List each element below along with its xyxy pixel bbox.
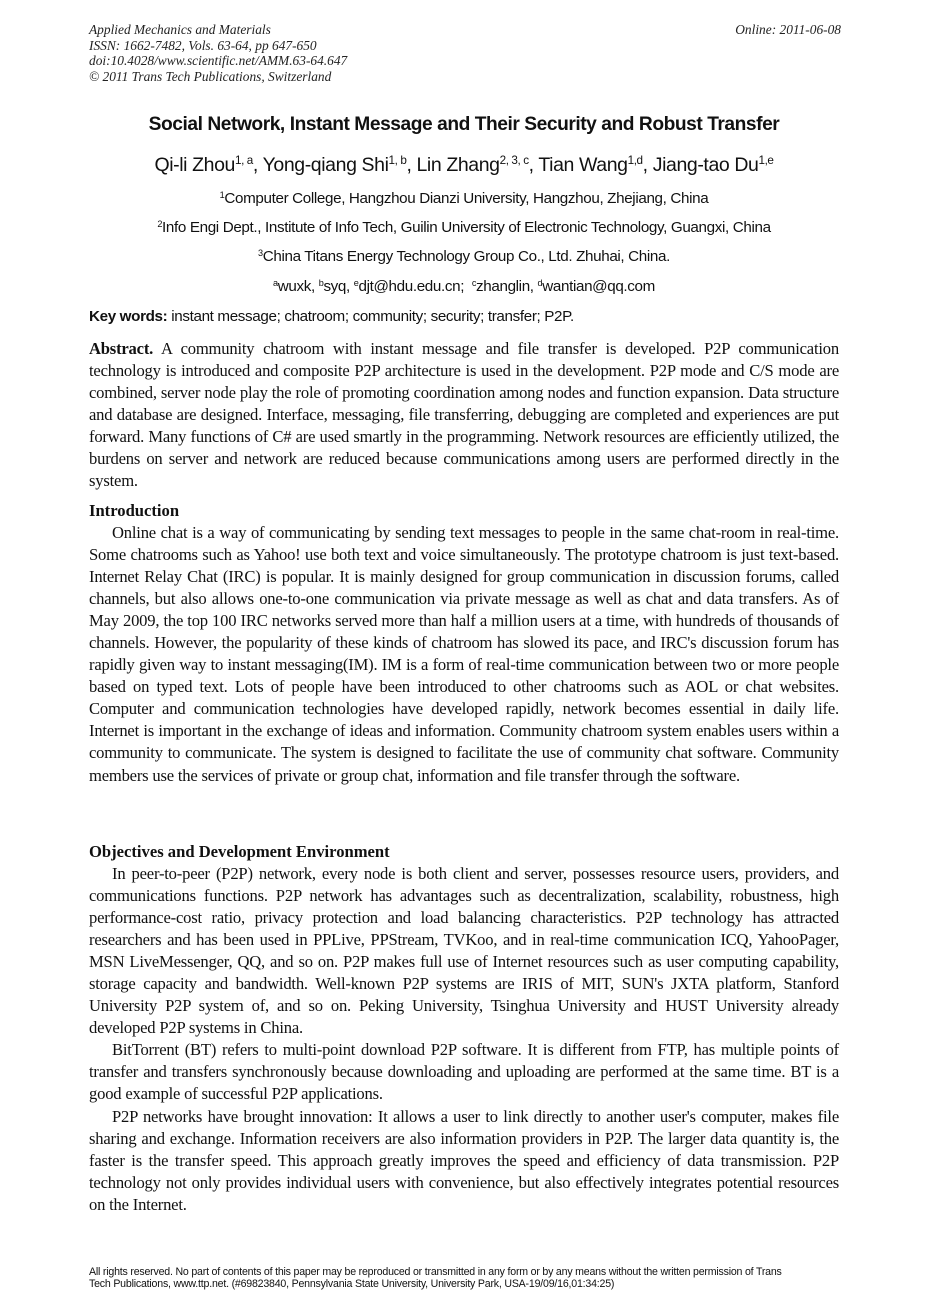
online-date: Online: 2011-06-08: [735, 22, 841, 37]
keywords-text: instant message; chatroom; community; security; transfer; P2P.: [167, 308, 574, 325]
doi-line: doi:10.4028/www.scientific.net/AMM.63-64.647: [89, 53, 348, 68]
keywords: [89, 308, 839, 325]
section-objectives: [89, 863, 839, 1216]
abstract-text: A community chatroom with instant message and file transfer is developed. P2P communication technology is introduced and composite P2P architecture is used in the development. P2P mode and C/S mode are combined, server node play the role of promoting coordination among nodes and function expansion. Data structure and database are designed. Interface, messaging, file transferring, debugging are completed and experiences are put forward. Many functions of C# are used smartly in the programming. Network resources are efficiently utilized, the burdens on server and network are reduced because communications among users are performed directly in the system.: [89, 339, 839, 491]
author: Tian Wang$^{1,d}$,: [538, 153, 653, 176]
affiliation-1: $^1$Computer College, Hangzhou Dianzi University, Hangzhou, Zhejiang, China: [219, 189, 709, 207]
paragraph: In peer-to-peer (P2P) network, every node is both client and server, possesses resource users, providers, and communications functions. P2P network has advantages such as decentralization, scalability, robustness, high performance-cost ratio, privacy protection and load balancing characteristics. P2P technology has attracted researchers and has been used in PPLive, PPStream, TVKoo, and in real-time communication ICQ, YahooPager, MSN LiveMessenger, QQ, and so on. P2P makes full use of Internet resources such as user computing capability, storage capacity and bandwidth. Well-known P2P systems are IRIS of MIT, SUN's JXTA platform, Stanford University P2P system of, and so on. Peking University, Tsinghua University and HUST University already developed P2P systems in China.: [89, 864, 839, 1038]
author: Qi-li Zhou$^{1, a}$,: [154, 153, 263, 176]
section-heading-objectives: Objectives and Development Environment: [89, 842, 390, 861]
footer-line-2: Tech Publications, www.ttp.net. (#69823840, Pennsylvania State University, University Park, USA-19/09/16,01:34:25): [89, 1277, 615, 1290]
affiliation-3: $^3$China Titans Energy Technology Group Co., Ltd. Zhuhai, China.: [258, 247, 670, 265]
copyright-footer: [89, 1267, 849, 1290]
journal-header: [89, 22, 839, 84]
author: Jiang-tao Du$^{1,e}$: [652, 153, 774, 176]
keywords-label: Key words:: [89, 308, 168, 325]
paragraph: BitTorrent (BT) refers to multi-point download P2P software. It is different from FTP, has multiple points of transfer and transfers synchronously because downloading and uploading are performed at the same time. BT is a good example of successful P2P applications.: [89, 1040, 839, 1104]
paragraph: Online chat is a way of communicating by sending text messages to people in the same chat-room in real-time. Some chatrooms such as Yahoo! use both text and voice simultaneously. The prototype chatroom is just text-based. Internet Relay Chat (IRC) is popular. It is mainly designed for group communication in discussion forums, called channels, but also allows one-to-one communication via private message as well as chat and data transfers. As of May 2009, the top 100 IRC networks served more than half a million users at a time, with hundreds of thousands of channels. However, the popularity of these kinds of chatroom has slowed its pace, and IRC's discussion forum has rapidly given way to instant messaging(IM). IM is a form of real-time communication between two or more people based on typed text. Lots of people have been introduced to other chatrooms such as AOL or chat websites. Computer and communication technologies have developed rapidly, network becomes essential in daily life. Internet is important in the exchange of ideas and information. Community chatroom system enables users within a community to communicate. The system is designed to facilitate the use of community chat software. Community members use the services of private or group chat, information and file transfer through the software.: [89, 523, 839, 785]
section-heading-introduction: Introduction: [89, 501, 180, 520]
journal-name: Applied Mechanics and Materials: [89, 22, 271, 37]
paragraph: P2P networks have brought innovation: It allows a user to link directly to another user's computer, makes file sharing and exchange. Information receivers are also information providers in P2P. The larger data quantity is, the faster is the transfer speed. This approach greatly improves the speed and efficiency of data transmission. P2P technology not only provides individual users with convenience, but also effectively integrates potential resources on the Internet.: [89, 1106, 839, 1214]
abstract: [89, 338, 839, 492]
copyright-line: © 2011 Trans Tech Publications, Switzerland: [89, 68, 332, 84]
author: Yong-qiang Shi$^{1, b}$,: [262, 153, 417, 176]
author-list: [89, 154, 839, 177]
issn-line: ISSN: 1662-7482, Vols. 63-64, pp 647-650: [89, 37, 317, 53]
section-introduction: [89, 522, 839, 787]
author: Lin Zhang$^{2, 3, c}$,: [416, 153, 539, 176]
abstract-label: Abstract.: [89, 339, 154, 358]
paper-title: Social Network, Instant Message and Their Security and Robust Transfer: [148, 114, 780, 135]
footer-line-1: All rights reserved. No part of contents of this paper may be reproduced or transmitted in any form or by any means without the written permission of Trans: [89, 1266, 782, 1278]
affiliation-2: $^2$Info Engi Dept., Institute of Info Tech, Guilin University of Electronic Technology, Guangxi, China: [157, 218, 771, 236]
email-line: $^a$wuxk, $^b$syq, $^e$djt@hdu.edu.cn; $^c$zhanglin, $^d$wantian@qq.com: [273, 277, 655, 295]
